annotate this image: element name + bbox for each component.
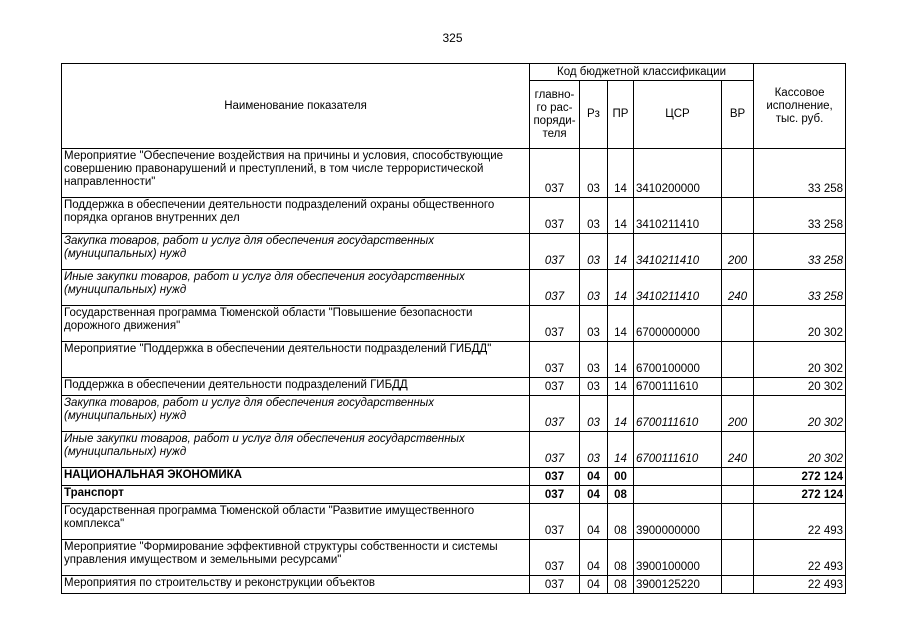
table-row: [62, 306, 846, 342]
row-pr: 08: [608, 486, 634, 504]
row-pr: 14: [608, 306, 634, 342]
table-row: [62, 504, 846, 540]
row-pr: 08: [608, 504, 634, 540]
row-csr: 6700111610: [634, 396, 722, 432]
header-vr: ВР: [722, 81, 754, 149]
row-amount: 22 493: [754, 540, 846, 576]
header-name: Наименование показателя: [62, 64, 530, 149]
row-vr: [722, 504, 754, 540]
header-row-top: [62, 64, 846, 81]
table-row: [62, 432, 846, 468]
page-number: 325: [442, 31, 463, 45]
header-csr: ЦСР: [634, 81, 722, 149]
row-gr: 037: [530, 432, 580, 468]
row-rz: 03: [580, 234, 608, 270]
row-rz: 04: [580, 540, 608, 576]
row-rz: 04: [580, 504, 608, 540]
row-csr: 6700111610: [634, 378, 722, 396]
row-pr: 14: [608, 270, 634, 306]
row-gr: 037: [530, 306, 580, 342]
row-name: Поддержка в обеспечении деятельности подразделений охраны общественного порядка органов внутренних дел: [62, 198, 530, 234]
table-row: [62, 468, 846, 486]
row-name: НАЦИОНАЛЬНАЯ ЭКОНОМИКА: [62, 468, 530, 486]
row-name: Мероприятие "Обеспечение воздействия на причины и условия, способствующие совершению правонарушений и преступлений, в том числе террористической направленности": [62, 149, 530, 198]
row-name: Закупка товаров, работ и услуг для обеспечения государственных (муниципальных) нужд: [62, 234, 530, 270]
row-csr: 3900100000: [634, 540, 722, 576]
table-row: [62, 576, 846, 594]
row-vr: [722, 576, 754, 594]
header-code-group: Код бюджетной классификации: [530, 64, 754, 81]
row-csr: 3410200000: [634, 149, 722, 198]
row-gr: 037: [530, 234, 580, 270]
row-name: Транспорт: [62, 486, 530, 504]
row-pr: 14: [608, 396, 634, 432]
row-pr: 14: [608, 198, 634, 234]
row-amount: 272 124: [754, 486, 846, 504]
row-csr: [634, 486, 722, 504]
row-vr: [722, 378, 754, 396]
row-csr: 3410211410: [634, 198, 722, 234]
table-row: [62, 396, 846, 432]
header-rz: Рз: [580, 81, 608, 149]
row-gr: 037: [530, 468, 580, 486]
row-rz: 03: [580, 342, 608, 378]
row-amount: 33 258: [754, 198, 846, 234]
row-amount: 20 302: [754, 378, 846, 396]
row-amount: 20 302: [754, 342, 846, 378]
row-csr: 6700000000: [634, 306, 722, 342]
row-pr: 08: [608, 540, 634, 576]
row-vr: [722, 198, 754, 234]
budget-table: [61, 63, 846, 594]
row-csr: 3900125220: [634, 576, 722, 594]
row-amount: 33 258: [754, 270, 846, 306]
row-rz: 03: [580, 396, 608, 432]
row-vr: [722, 468, 754, 486]
row-vr: 240: [722, 432, 754, 468]
row-gr: 037: [530, 504, 580, 540]
row-rz: 04: [580, 468, 608, 486]
table-row: [62, 270, 846, 306]
row-pr: 14: [608, 234, 634, 270]
row-vr: [722, 540, 754, 576]
row-rz: 04: [580, 576, 608, 594]
row-csr: 3410211410: [634, 234, 722, 270]
row-name: Закупка товаров, работ и услуг для обеспечения государственных (муниципальных) нужд: [62, 396, 530, 432]
row-rz: 03: [580, 270, 608, 306]
row-pr: 14: [608, 378, 634, 396]
row-vr: 240: [722, 270, 754, 306]
table-row: [62, 234, 846, 270]
row-gr: 037: [530, 198, 580, 234]
row-name: Мероприятия по строительству и реконструкции объектов: [62, 576, 530, 594]
row-amount: 20 302: [754, 432, 846, 468]
row-gr: 037: [530, 540, 580, 576]
row-name: Поддержка в обеспечении деятельности подразделений ГИБДД: [62, 378, 530, 396]
row-gr: 037: [530, 486, 580, 504]
table-row: [62, 149, 846, 198]
row-amount: 272 124: [754, 468, 846, 486]
row-vr: 200: [722, 234, 754, 270]
table-row: [62, 486, 846, 504]
row-rz: 03: [580, 306, 608, 342]
row-vr: 200: [722, 396, 754, 432]
row-amount: 22 493: [754, 504, 846, 540]
table-row: [62, 540, 846, 576]
row-amount: 33 258: [754, 149, 846, 198]
row-gr: 037: [530, 342, 580, 378]
row-csr: [634, 468, 722, 486]
row-pr: 08: [608, 576, 634, 594]
row-vr: [722, 149, 754, 198]
header-pr: ПР: [608, 81, 634, 149]
row-rz: 03: [580, 198, 608, 234]
row-name: Иные закупки товаров, работ и услуг для обеспечения государственных (муниципальных) нужд: [62, 270, 530, 306]
row-name: Государственная программа Тюменской области "Повышение безопасности дорожного движения": [62, 306, 530, 342]
row-rz: 03: [580, 149, 608, 198]
row-gr: 037: [530, 576, 580, 594]
row-rz: 04: [580, 486, 608, 504]
row-name: Мероприятие "Поддержка в обеспечении деятельности подразделений ГИБДД": [62, 342, 530, 378]
row-name: Иные закупки товаров, работ и услуг для обеспечения государственных (муниципальных) нужд: [62, 432, 530, 468]
row-gr: 037: [530, 378, 580, 396]
row-csr: 6700100000: [634, 342, 722, 378]
row-amount: 20 302: [754, 306, 846, 342]
row-gr: 037: [530, 396, 580, 432]
table-row: [62, 198, 846, 234]
row-rz: 03: [580, 432, 608, 468]
row-csr: 3900000000: [634, 504, 722, 540]
row-pr: 00: [608, 468, 634, 486]
row-name: Государственная программа Тюменской области "Развитие имущественного комплекса": [62, 504, 530, 540]
row-csr: 3410211410: [634, 270, 722, 306]
table-body: [62, 149, 846, 594]
row-vr: [722, 306, 754, 342]
row-csr: 6700111610: [634, 432, 722, 468]
row-pr: 14: [608, 432, 634, 468]
row-amount: 22 493: [754, 576, 846, 594]
row-gr: 037: [530, 149, 580, 198]
row-name: Мероприятие "Формирование эффективной структуры собственности и системы управления имуществом и земельными ресурсами": [62, 540, 530, 576]
row-pr: 14: [608, 342, 634, 378]
row-vr: [722, 342, 754, 378]
table-row: [62, 342, 846, 378]
row-amount: 20 302: [754, 396, 846, 432]
row-pr: 14: [608, 149, 634, 198]
table-row: [62, 378, 846, 396]
header-gr: главно- го рас- поряди- теля: [530, 81, 580, 149]
header-amount: Кассовое исполнение, тыс. руб.: [754, 64, 846, 149]
row-vr: [722, 486, 754, 504]
row-rz: 03: [580, 378, 608, 396]
row-amount: 33 258: [754, 234, 846, 270]
row-gr: 037: [530, 270, 580, 306]
